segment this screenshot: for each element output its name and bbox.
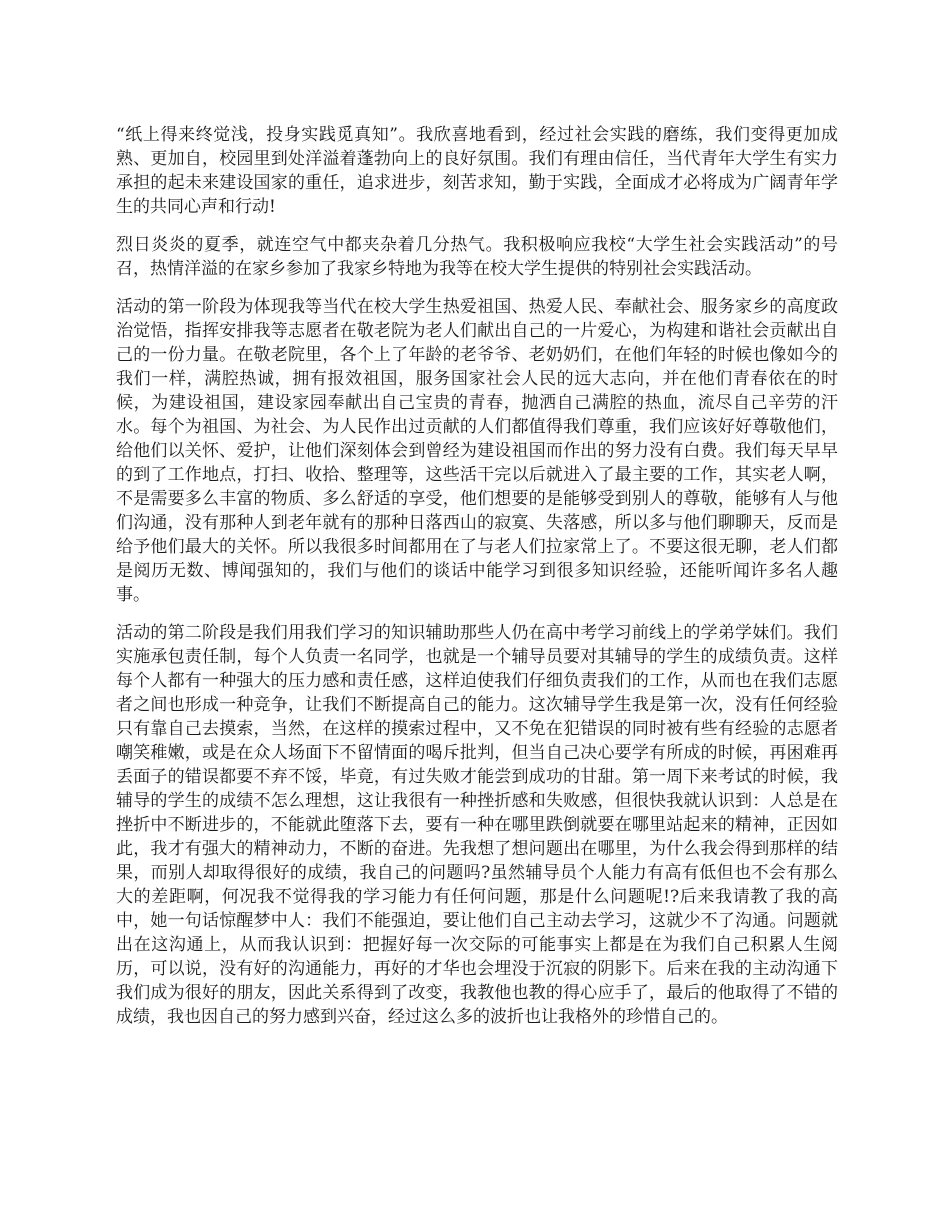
paragraph-stage-two: 活动的第二阶段是我们用我们学习的知识辅助那些人仍在高中考学习前线上的学弟学妹们。我们实施承包责任制，每个人负责一名同学，也就是一个辅导员要对其辅导的学生的成绩负责。这样每个人都有一种强大的压力感和责任感，这样迫使我们仔细负责我们的工作，从而也在我们志愿者之间也形成一种竞争，让我们不断提高自己的能力。这次辅导学生我是第一次，没有任何经验只有靠自己去摸索，当然，在这样的摸索过程中，又不免在犯错误的同时被有些有经验的志愿者嘲笑稚嫩，或是在众人场面下不留情面的喝斥批判，但当自己决心要学有所成的时候，再困难再丢面子的错误都要不弃不馁，毕竟，有过失败才能尝到成功的甘甜。第一周下来考试的时候，我辅导的学生的成绩不怎么理想，这让我很有一种挫折感和失败感，但很快我就认识到：人总是在挫折中不断进步的，不能就此堕落下去，要有一种在哪里跌倒就要在哪里站起来的精神，正因如此，我才有强大的精神动力，不断的奋进。先我想了想问题出在哪里，为什么我会得到那样的结果，而别人却取得很好的成绩，我自己的问题吗?虽然辅导员个人能力有高有低但也不会有那么大的差距啊，何况我不觉得我的学习能力有任何问题，那是什么问题呢!?后来我请教了我的高中，她一句话惊醒梦中人：我们不能强迫，要让他们自己主动去学习，这就少不了沟通。问题就出在这沟通上，从而我认识到：把握好每一次交际的可能事实上都是在为我们自己积累人生阅历，可以说，没有好的沟通能力，再好的才华也会埋没于沉寂的阴影下。后来在我的主动沟通下我们成为很好的朋友，因此关系得到了改变，我教他也教的得心应手了，最后的他取得了不错的成绩，我也因自己的努力感到兴奋，经过这么多的波折也让我格外的珍惜自己的。 (116, 623, 838, 1027)
paragraph-stage-one: 活动的第一阶段为体现我等当代在校大学生热爱祖国、热爱人民、奉献社会、服务家乡的高度政治觉悟，指挥安排我等志愿者在敬老院为老人们献出自己的一片爱心，为构建和谐社会贡献出自己的一份力量。在敬老院里，各个上了年龄的老爷爷、老奶奶们，在他们年轻的时候也像如今的我们一样，满腔热诚，拥有报效祖国，服务国家社会人民的远大志向，并在他们青春依在的时候，为建设祖国，建设家园奉献出自己宝贵的青春，抛洒自己满腔的热血，流尽自己辛劳的汗水。每个为祖国、为社会、为人民作出过贡献的人们都值得我们尊重，我们应该好好尊敬他们，给他们以关怀、爱护，让他们深刻体会到曾经为建设祖国而作出的努力没有白费。我们每天早早的到了工作地点，打扫、收拾、整理等，这些活干完以后就进入了最主要的工作，其实老人啊，不是需要多么丰富的物质、多么舒适的享受，他们想要的是能够受到别人的尊敬，能够有人与他们沟通，没有那种人到老年就有的那种日落西山的寂寞、失落感，所以多与他们聊聊天，反而是给予他们最大的关怀。所以我很多时间都用在了与老人们拉家常上了。不要这很无聊，老人们都是阅历无数、博闻强知的，我们与他们的谈话中能学习到很多知识经验，还能听闻许多名人趣事。 (116, 297, 838, 605)
document-body (116, 123, 838, 1043)
paragraph-intro: “纸上得来终觉浅，投身实践觅真知”。我欣喜地看到，经过社会实践的磨练，我们变得更加成熟、更加自，校园里到处洋溢着蓬勃向上的良好氛围。我们有理由信任，当代青年大学生有实力承担的起未来建设国家的重任，追求进步，刻苦求知，勤于实践，全面成才必将成为广阔青年学生的共同心声和行动! (116, 125, 838, 217)
paragraph-summer: 烈日炎炎的夏季，就连空气中都夹杂着几分热气。我积极响应我校“大学生社会实践活动”的号召，热情洋溢的在家乡参加了我家乡特地为我等在校大学生提供的特别社会实践活动。 (116, 235, 838, 279)
